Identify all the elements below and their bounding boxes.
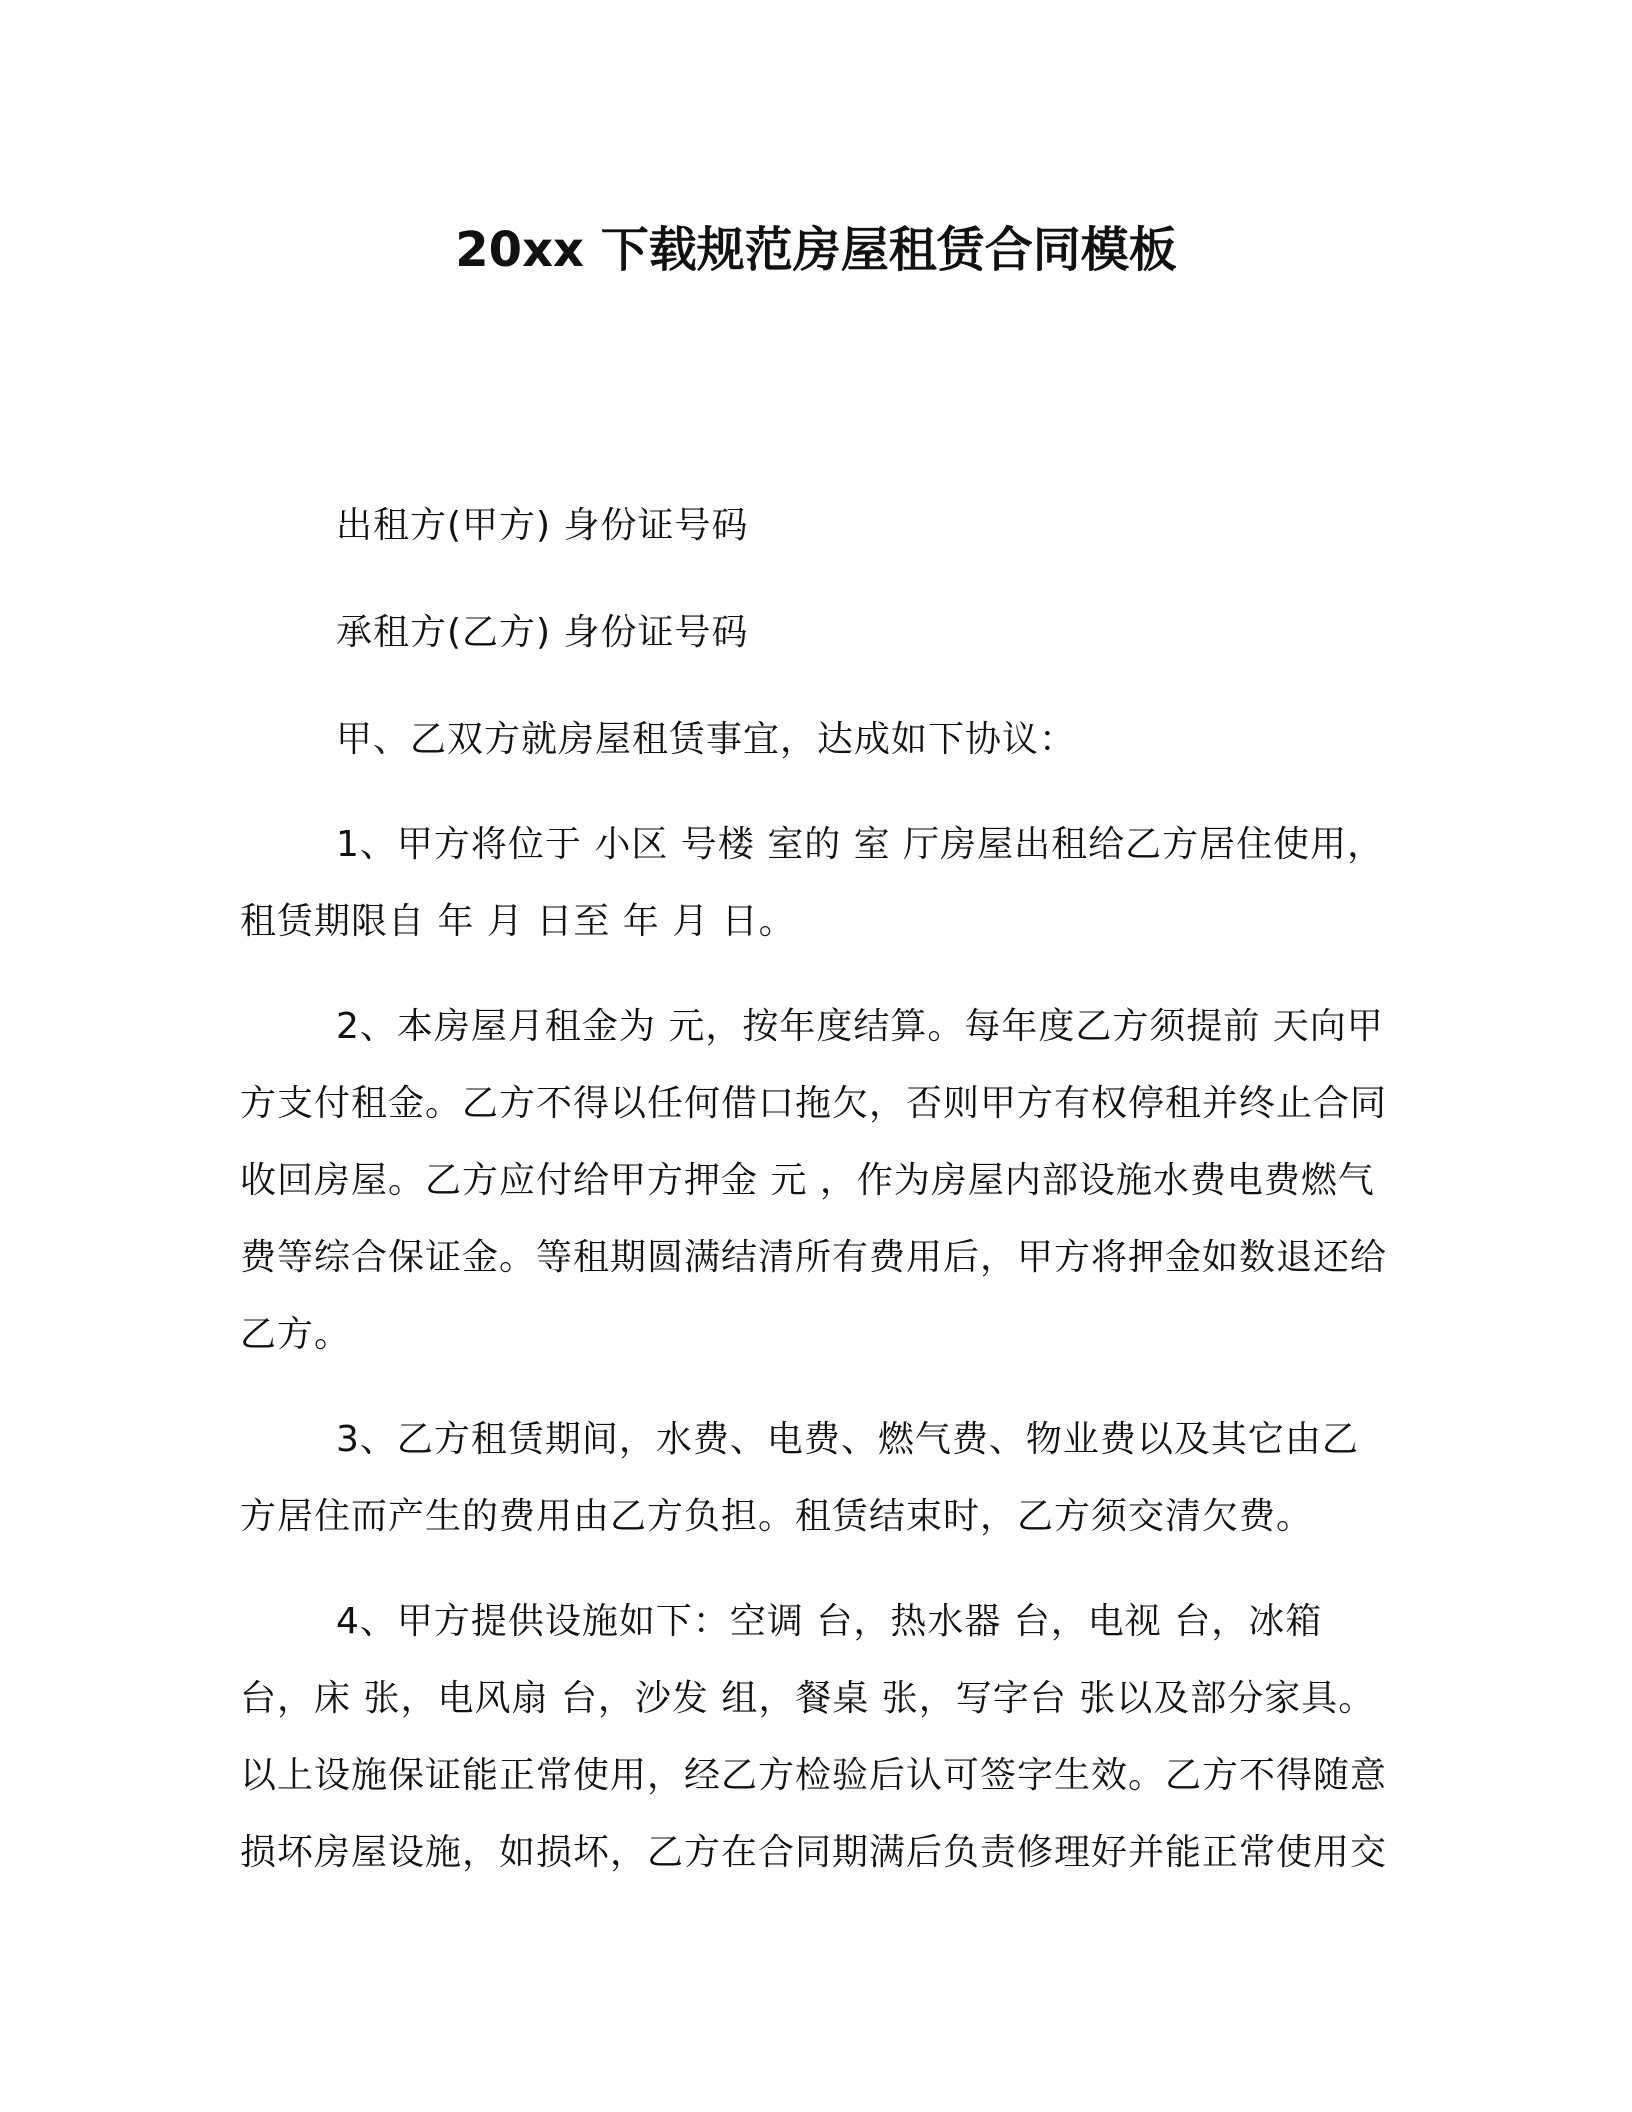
document-title: 20xx 下载规范房屋租赁合同模板 (455, 222, 1177, 278)
agreement-intro: 甲、乙双方就房屋租赁事宜，达成如下协议： (336, 719, 1077, 760)
clause-2: 2、本房屋月租金为 元，按年度结算。每年度乙方须提前 天向甲方支付租金。乙方不得以任何借口拖欠，否则甲方有权停租并终止合同收回房屋。乙方应付给甲方押金 元 ，作为房屋内部设施水费电费燃气费等综合保证金。等租期圆满结清所有费用后，甲方将押金如数退还给乙方。 (240, 1006, 1388, 1355)
party-b-line: 承租方(乙方) 身份证号码 (336, 612, 749, 653)
party-a-line: 出租方(甲方) 身份证号码 (336, 505, 749, 546)
clause-3: 3、乙方租赁期间，水费、电费、燃气费、物业费以及其它由乙方居住而产生的费用由乙方负担。租赁结束时，乙方须交清欠费。 (240, 1419, 1359, 1537)
document-body (240, 487, 1392, 1891)
clause-4: 4、甲方提供设施如下：空调 台，热水器 台，电视 台，冰箱 台，床 张，电风扇 台，沙发 组，餐桌 张，写字台 张以及部分家具。以上设施保证能正常使用，经乙方检验后认可签字生效。乙方不得随意损坏房屋设施，如损坏，乙方在合同期满后负责修理好并能正常使用交 (240, 1601, 1388, 1873)
clause-1: 1、甲方将位于 小区 号楼 室的 室 厅房屋出租给乙方居住使用，租赁期限自 年 月 日至 年 月 日。 (240, 824, 1385, 942)
